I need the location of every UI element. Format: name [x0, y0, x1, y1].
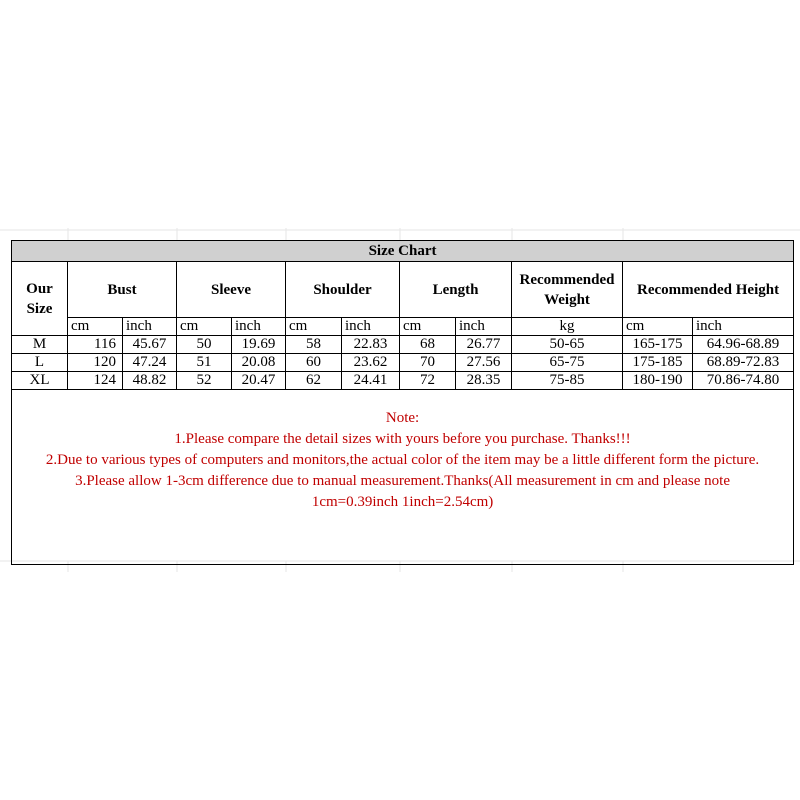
header-shoulder: Shoulder — [286, 262, 400, 318]
header-bust: Bust — [68, 262, 177, 318]
length-cm-cell: 72 — [400, 372, 456, 390]
title-row — [12, 241, 794, 262]
note-block — [12, 390, 794, 565]
sleeve-inch-cell: 20.08 — [232, 354, 286, 372]
sleeve-cm-cell: 52 — [177, 372, 232, 390]
note-line-3: 3.Please allow 1-3cm difference due to manual measurement.Thanks(All measurement in cm and please note — [75, 473, 730, 489]
size-chart-table — [11, 240, 794, 565]
height-cm-cell: 180-190 — [623, 372, 693, 390]
table-row — [12, 372, 794, 390]
unit-height-inch: inch — [693, 318, 794, 336]
note-row — [12, 390, 794, 565]
header-recommended-height: Recommended Height — [623, 262, 794, 318]
sleeve-cm-cell: 51 — [177, 354, 232, 372]
header-sleeve: Sleeve — [177, 262, 286, 318]
length-inch-cell: 27.56 — [456, 354, 512, 372]
size-chart-title: Size Chart — [12, 241, 794, 262]
height-cm-cell: 165-175 — [623, 336, 693, 354]
length-cm-cell: 68 — [400, 336, 456, 354]
bust-cm-cell: 124 — [68, 372, 123, 390]
table-row — [12, 354, 794, 372]
length-inch-cell: 28.35 — [456, 372, 512, 390]
note-line-4: 1cm=0.39inch 1inch=2.54cm) — [311, 494, 494, 510]
unit-bust-inch: inch — [123, 318, 177, 336]
size-cell: M — [12, 336, 68, 354]
shoulder-cm-cell: 60 — [286, 354, 342, 372]
table-row — [12, 336, 794, 354]
shoulder-inch-cell: 23.62 — [342, 354, 400, 372]
shoulder-cm-cell: 62 — [286, 372, 342, 390]
unit-sleeve-cm: cm — [177, 318, 232, 336]
sleeve-inch-cell: 19.69 — [232, 336, 286, 354]
shoulder-inch-cell: 24.41 — [342, 372, 400, 390]
unit-length-inch: inch — [456, 318, 512, 336]
bust-inch-cell: 47.24 — [123, 354, 177, 372]
length-inch-cell: 26.77 — [456, 336, 512, 354]
unit-shoulder-inch: inch — [342, 318, 400, 336]
height-cm-cell: 175-185 — [623, 354, 693, 372]
size-cell: XL — [12, 372, 68, 390]
shoulder-cm-cell: 58 — [286, 336, 342, 354]
unit-bust-cm: cm — [68, 318, 123, 336]
weight-cell: 75-85 — [512, 372, 623, 390]
height-inch-cell: 70.86-74.80 — [693, 372, 794, 390]
bust-cm-cell: 120 — [68, 354, 123, 372]
unit-row — [12, 318, 794, 336]
bust-inch-cell: 48.82 — [123, 372, 177, 390]
unit-shoulder-cm: cm — [286, 318, 342, 336]
header-our-size: Our Size — [12, 262, 68, 336]
shoulder-inch-cell: 22.83 — [342, 336, 400, 354]
bust-cm-cell: 116 — [68, 336, 123, 354]
sleeve-inch-cell: 20.47 — [232, 372, 286, 390]
note-heading: Note: — [385, 410, 420, 426]
header-length: Length — [400, 262, 512, 318]
unit-sleeve-inch: inch — [232, 318, 286, 336]
note-line-2: 2.Due to various types of computers and monitors,the actual color of the item may be a little different form the picture. — [45, 452, 760, 468]
size-cell: L — [12, 354, 68, 372]
bust-inch-cell: 45.67 — [123, 336, 177, 354]
length-cm-cell: 70 — [400, 354, 456, 372]
unit-length-cm: cm — [400, 318, 456, 336]
unit-weight-kg: kg — [512, 318, 623, 336]
height-inch-cell: 64.96-68.89 — [693, 336, 794, 354]
height-inch-cell: 68.89-72.83 — [693, 354, 794, 372]
note-line-1: 1.Please compare the detail sizes with yours before you purchase. Thanks!!! — [174, 431, 631, 447]
weight-cell: 50-65 — [512, 336, 623, 354]
unit-height-cm: cm — [623, 318, 693, 336]
weight-cell: 65-75 — [512, 354, 623, 372]
header-row — [12, 262, 794, 318]
header-recommended-weight: Recommended Weight — [512, 262, 623, 318]
sleeve-cm-cell: 50 — [177, 336, 232, 354]
